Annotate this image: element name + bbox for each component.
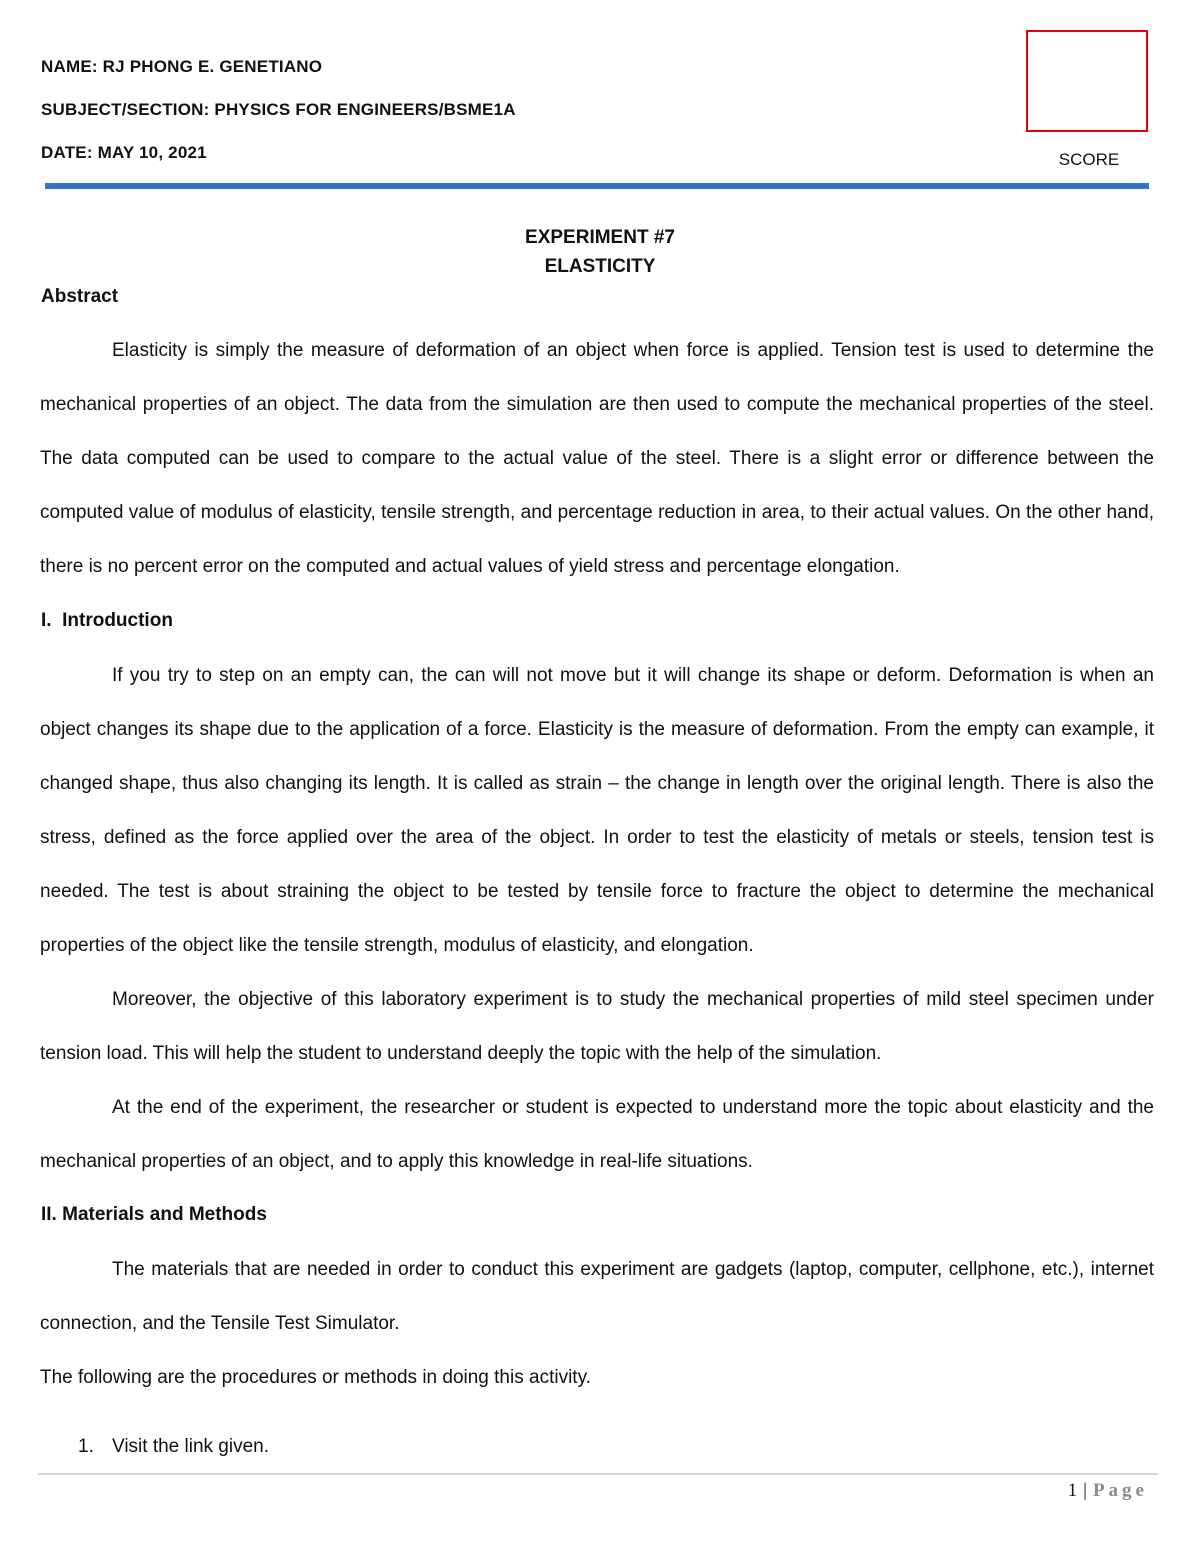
methods-paragraph: The materials that are needed in order to conduct this experiment are gadgets (laptop, computer, cellphone, etc.), internet connection, and the Tensile Test Simulator. [40, 1259, 1154, 1334]
list-item-number: 1. [78, 1436, 94, 1457]
introduction-heading: I. Introduction [41, 610, 173, 631]
page-word: Page [1092, 1480, 1148, 1501]
experiment-number: EXPERIMENT #7 [525, 227, 675, 248]
subject-section: SUBJECT/SECTION: PHYSICS FOR ENGINEERS/BSME1A [41, 100, 516, 119]
introduction-paragraph: Moreover, the objective of this laboratory experiment is to study the mechanical properties of mild steel specimen under tension load. This will help the student to understand deeply the topic with the help of the simulation. [40, 989, 1154, 1064]
introduction-paragraph: At the end of the experiment, the researcher or student is expected to understand more the topic about elasticity and the mechanical properties of an object, and to apply this knowledge in real-life situations. [40, 1097, 1154, 1172]
page-number: 1 [1067, 1480, 1078, 1501]
procedures-intro: The following are the procedures or methods in doing this activity. [40, 1367, 591, 1388]
footer-separator: | [1083, 1480, 1087, 1501]
student-name: NAME: RJ PHONG E. GENETIANO [41, 57, 323, 76]
experiment-title: ELASTICITY [544, 256, 656, 277]
score-label: SCORE [1058, 150, 1120, 169]
methods-heading: II. Materials and Methods [41, 1204, 267, 1225]
introduction-paragraph: If you try to step on an empty can, the can will not move but it will change its shape or deform. Deformation is when an object changes its shape due to the application of a force. Elasticity is the measure of deformation. From the empty can example, it changed shape, thus also changing its length. It is called as strain – the change in length over the original length. There is also the stress, defined as the force applied over the area of the object. In order to test the elasticity of metals or steels, tension test is needed. The test is about straining the object to be tested by tensile force to fracture the object to determine the mechanical properties of the object like the tensile strength, modulus of elasticity, and elongation. [40, 665, 1154, 956]
date-line: DATE: MAY 10, 2021 [41, 143, 207, 162]
list-item-text: Visit the link given. [112, 1436, 270, 1457]
abstract-text: Elasticity is simply the measure of deformation of an object when force is applied. Tension test is used to determine the mechanical properties of an object. The data from the simulation are then used to compute the mechanical properties of the steel. The data computed can be used to compare to the actual value of the steel. There is a slight error or difference between the computed value of modulus of elasticity, tensile strength, and percentage reduction in area, to their actual values. On the other hand, there is no percent error on the computed and actual values of yield stress and percentage elongation. [40, 340, 1154, 577]
list-item [78, 1436, 269, 1458]
score-box [1026, 30, 1148, 132]
abstract-heading: Abstract [41, 286, 119, 307]
page-footer [1068, 1480, 1148, 1502]
footer-divider [38, 1473, 1158, 1475]
header-divider [45, 183, 1149, 189]
